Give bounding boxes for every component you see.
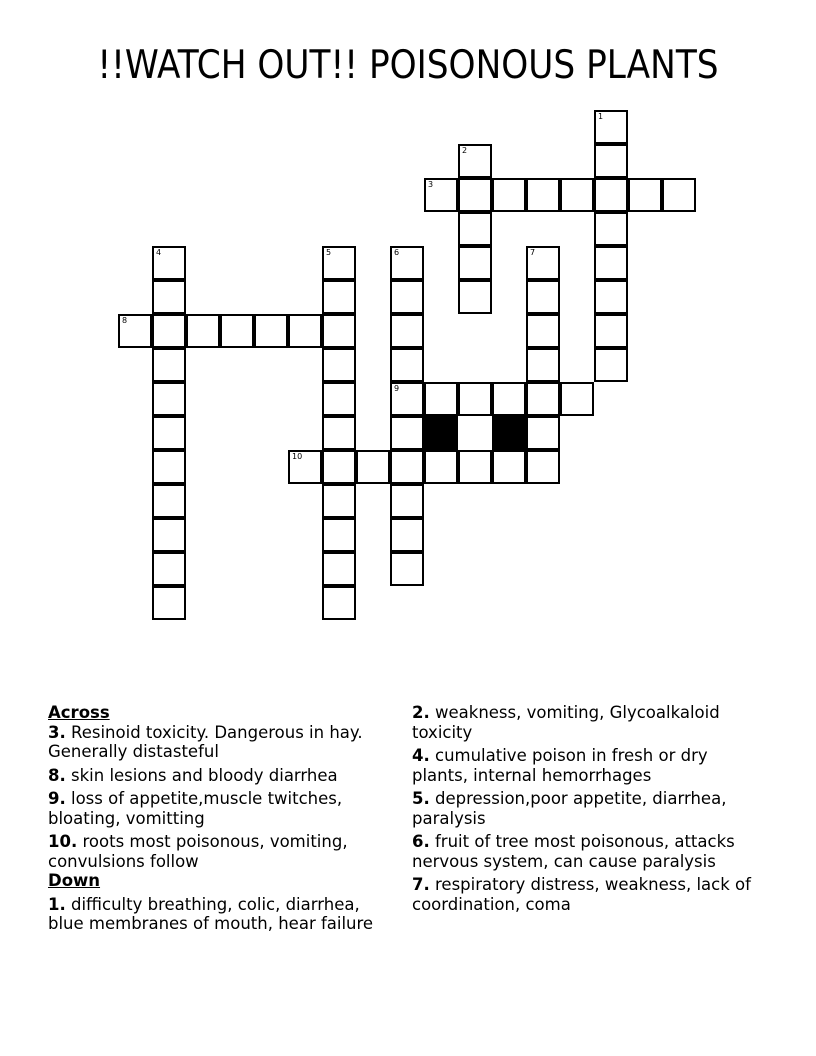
grid-cell[interactable] — [322, 518, 356, 552]
grid-cell[interactable] — [458, 382, 492, 416]
grid-cell[interactable] — [322, 314, 356, 348]
grid-cell[interactable] — [390, 382, 424, 416]
across-heading: Across — [48, 703, 110, 722]
grid-cell[interactable] — [390, 518, 424, 552]
grid-cell[interactable] — [322, 246, 356, 280]
grid-cell[interactable] — [424, 450, 458, 484]
grid-cell[interactable] — [560, 178, 594, 212]
clue-across-9: 9. loss of appetite,muscle twitches, bloating, vomitting — [48, 789, 343, 828]
grid-cell[interactable] — [628, 178, 662, 212]
grid-cell[interactable] — [152, 348, 186, 382]
grid-cell[interactable] — [390, 416, 424, 450]
grid-cell[interactable] — [390, 484, 424, 518]
grid-cell[interactable] — [220, 314, 254, 348]
grid-cell[interactable] — [594, 144, 628, 178]
clues-column-left — [48, 703, 388, 938]
grid-cell[interactable] — [152, 552, 186, 586]
down-heading: Down — [48, 871, 101, 890]
grid-cell[interactable] — [118, 314, 152, 348]
grid-cell[interactable] — [458, 246, 492, 280]
grid-cell[interactable] — [424, 178, 458, 212]
grid-cell[interactable] — [424, 382, 458, 416]
puzzle-title: !!WATCH OUT!! POISONOUS PLANTS — [97, 43, 719, 88]
cell-number: 5 — [326, 248, 332, 257]
cell-number: 8 — [122, 316, 128, 325]
grid-cell[interactable] — [288, 450, 322, 484]
grid-cell[interactable] — [492, 450, 526, 484]
grid-cell[interactable] — [152, 450, 186, 484]
grid-cell[interactable] — [594, 178, 628, 212]
grid-cell[interactable] — [322, 416, 356, 450]
grid-cell[interactable] — [322, 484, 356, 518]
clue-across-10: 10. roots most poisonous, vomiting, convulsions follow — [48, 832, 348, 871]
cell-number: 2 — [462, 146, 468, 155]
grid-cell[interactable] — [152, 246, 186, 280]
clue-down-6: 6. fruit of tree most poisonous, attacks nervous system, can cause paralysis — [412, 832, 735, 871]
grid-cell[interactable] — [152, 484, 186, 518]
cell-number: 1 — [598, 112, 604, 121]
grid-cell[interactable] — [492, 178, 526, 212]
grid-cell[interactable] — [390, 314, 424, 348]
grid-cell[interactable] — [526, 178, 560, 212]
grid-cell[interactable] — [458, 212, 492, 246]
grid-cell[interactable] — [288, 314, 322, 348]
grid-cell[interactable] — [322, 382, 356, 416]
grid-cell[interactable] — [662, 178, 696, 212]
grid-cell[interactable] — [390, 450, 424, 484]
grid-cell[interactable] — [526, 450, 560, 484]
grid-cell[interactable] — [594, 110, 628, 144]
grid-cell[interactable] — [594, 246, 628, 280]
grid-cell[interactable] — [594, 280, 628, 314]
grid-cell[interactable] — [322, 586, 356, 620]
clue-down-2: 2. weakness, vomiting, Glycoalkaloid toxicity — [412, 703, 720, 742]
grid-cell[interactable] — [322, 450, 356, 484]
grid-cell[interactable] — [254, 314, 288, 348]
grid-cell[interactable] — [594, 314, 628, 348]
clue-across-8: 8. skin lesions and bloody diarrhea — [48, 765, 338, 785]
grid-cell[interactable] — [526, 246, 560, 280]
grid-cell[interactable] — [492, 382, 526, 416]
grid-cell[interactable] — [152, 314, 186, 348]
grid-cell[interactable] — [322, 280, 356, 314]
grid-cell[interactable] — [526, 348, 560, 382]
grid-cell[interactable] — [186, 314, 220, 348]
black-cell — [492, 416, 526, 450]
grid-cell[interactable] — [356, 450, 390, 484]
clues-column-right — [412, 703, 757, 918]
cell-number: 10 — [292, 452, 303, 461]
grid-cell[interactable] — [390, 552, 424, 586]
grid-cell[interactable] — [458, 450, 492, 484]
grid-cell[interactable] — [390, 246, 424, 280]
grid-cell[interactable] — [526, 314, 560, 348]
grid-cell[interactable] — [526, 416, 560, 450]
grid-cell[interactable] — [390, 348, 424, 382]
grid-cell[interactable] — [458, 280, 492, 314]
grid-cell[interactable] — [560, 382, 594, 416]
grid-cell[interactable] — [152, 280, 186, 314]
cell-number: 3 — [428, 180, 434, 189]
cell-number: 7 — [530, 248, 536, 257]
clue-down-4: 4. cumulative poison in fresh or dry plants, internal hemorrhages — [412, 746, 708, 785]
grid-cell[interactable] — [390, 280, 424, 314]
clue-down-5: 5. depression,poor appetite, diarrhea, paralysis — [412, 789, 727, 828]
grid-cell[interactable] — [152, 416, 186, 450]
grid-cell[interactable] — [458, 144, 492, 178]
clue-across-3: 3. Resinoid toxicity. Dangerous in hay. Generally distasteful — [48, 722, 363, 761]
grid-cell[interactable] — [152, 382, 186, 416]
clue-down-7: 7. respiratory distress, weakness, lack of coordination, coma — [412, 875, 751, 914]
grid-cell[interactable] — [152, 586, 186, 620]
clue-down-1: 1. difficulty breathing, colic, diarrhea, blue membranes of mouth, hear failure — [48, 894, 374, 933]
grid-cell[interactable] — [594, 212, 628, 246]
grid-cell[interactable] — [322, 552, 356, 586]
cell-number: 6 — [394, 248, 400, 257]
grid-cell[interactable] — [152, 518, 186, 552]
grid-cell[interactable] — [458, 178, 492, 212]
grid-cell[interactable] — [526, 382, 560, 416]
black-cell — [424, 416, 458, 450]
grid-cell[interactable] — [322, 348, 356, 382]
cell-number: 9 — [394, 384, 400, 393]
grid-cell[interactable] — [594, 348, 628, 382]
cell-number: 4 — [156, 248, 162, 257]
grid-cell[interactable] — [526, 280, 560, 314]
